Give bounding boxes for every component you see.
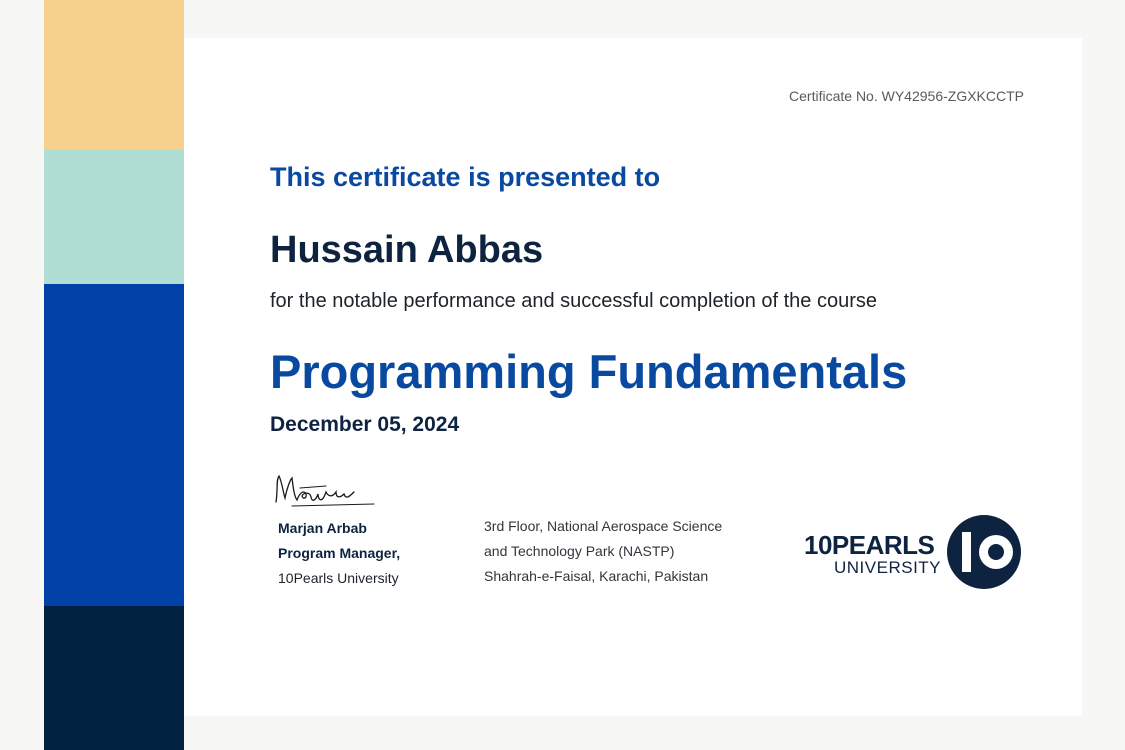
signatory-organization: 10Pearls University	[278, 570, 399, 586]
certificate-number: Certificate No. WY42956-ZGXKCCTP	[789, 88, 1024, 104]
university-logo	[804, 514, 1024, 592]
logo-emblem-icon	[946, 514, 1022, 590]
stripe-yellow	[44, 0, 184, 150]
recipient-name: Hussain Abbas	[270, 229, 544, 271]
course-title: Programming Fundamentals	[270, 345, 908, 398]
signatory-block	[278, 516, 400, 591]
logo-brand-text: 10PEARLS	[804, 530, 935, 560]
presented-heading: This certificate is presented to	[270, 162, 661, 192]
signatory-title: Program Manager,	[278, 545, 401, 561]
completion-date: December 05, 2024	[270, 413, 460, 436]
certificate-card	[184, 38, 1082, 716]
address-line-3: Shahrah-e-Faisal, Karachi, Pakistan	[484, 568, 709, 584]
signatory-name: Marjan Arbab	[278, 520, 367, 536]
signature-image	[270, 470, 380, 512]
stripe-mint	[44, 150, 184, 284]
address-line-1: 3rd Floor, National Aerospace Science	[484, 518, 723, 534]
address-line-2: and Technology Park (NASTP)	[484, 543, 675, 559]
stripe-blue	[44, 284, 184, 606]
address-block	[484, 514, 722, 589]
logo-sub-text: UNIVERSITY	[834, 558, 942, 577]
completion-description: for the notable performance and successful completion of the course	[270, 290, 878, 312]
stripe-navy	[44, 606, 184, 750]
